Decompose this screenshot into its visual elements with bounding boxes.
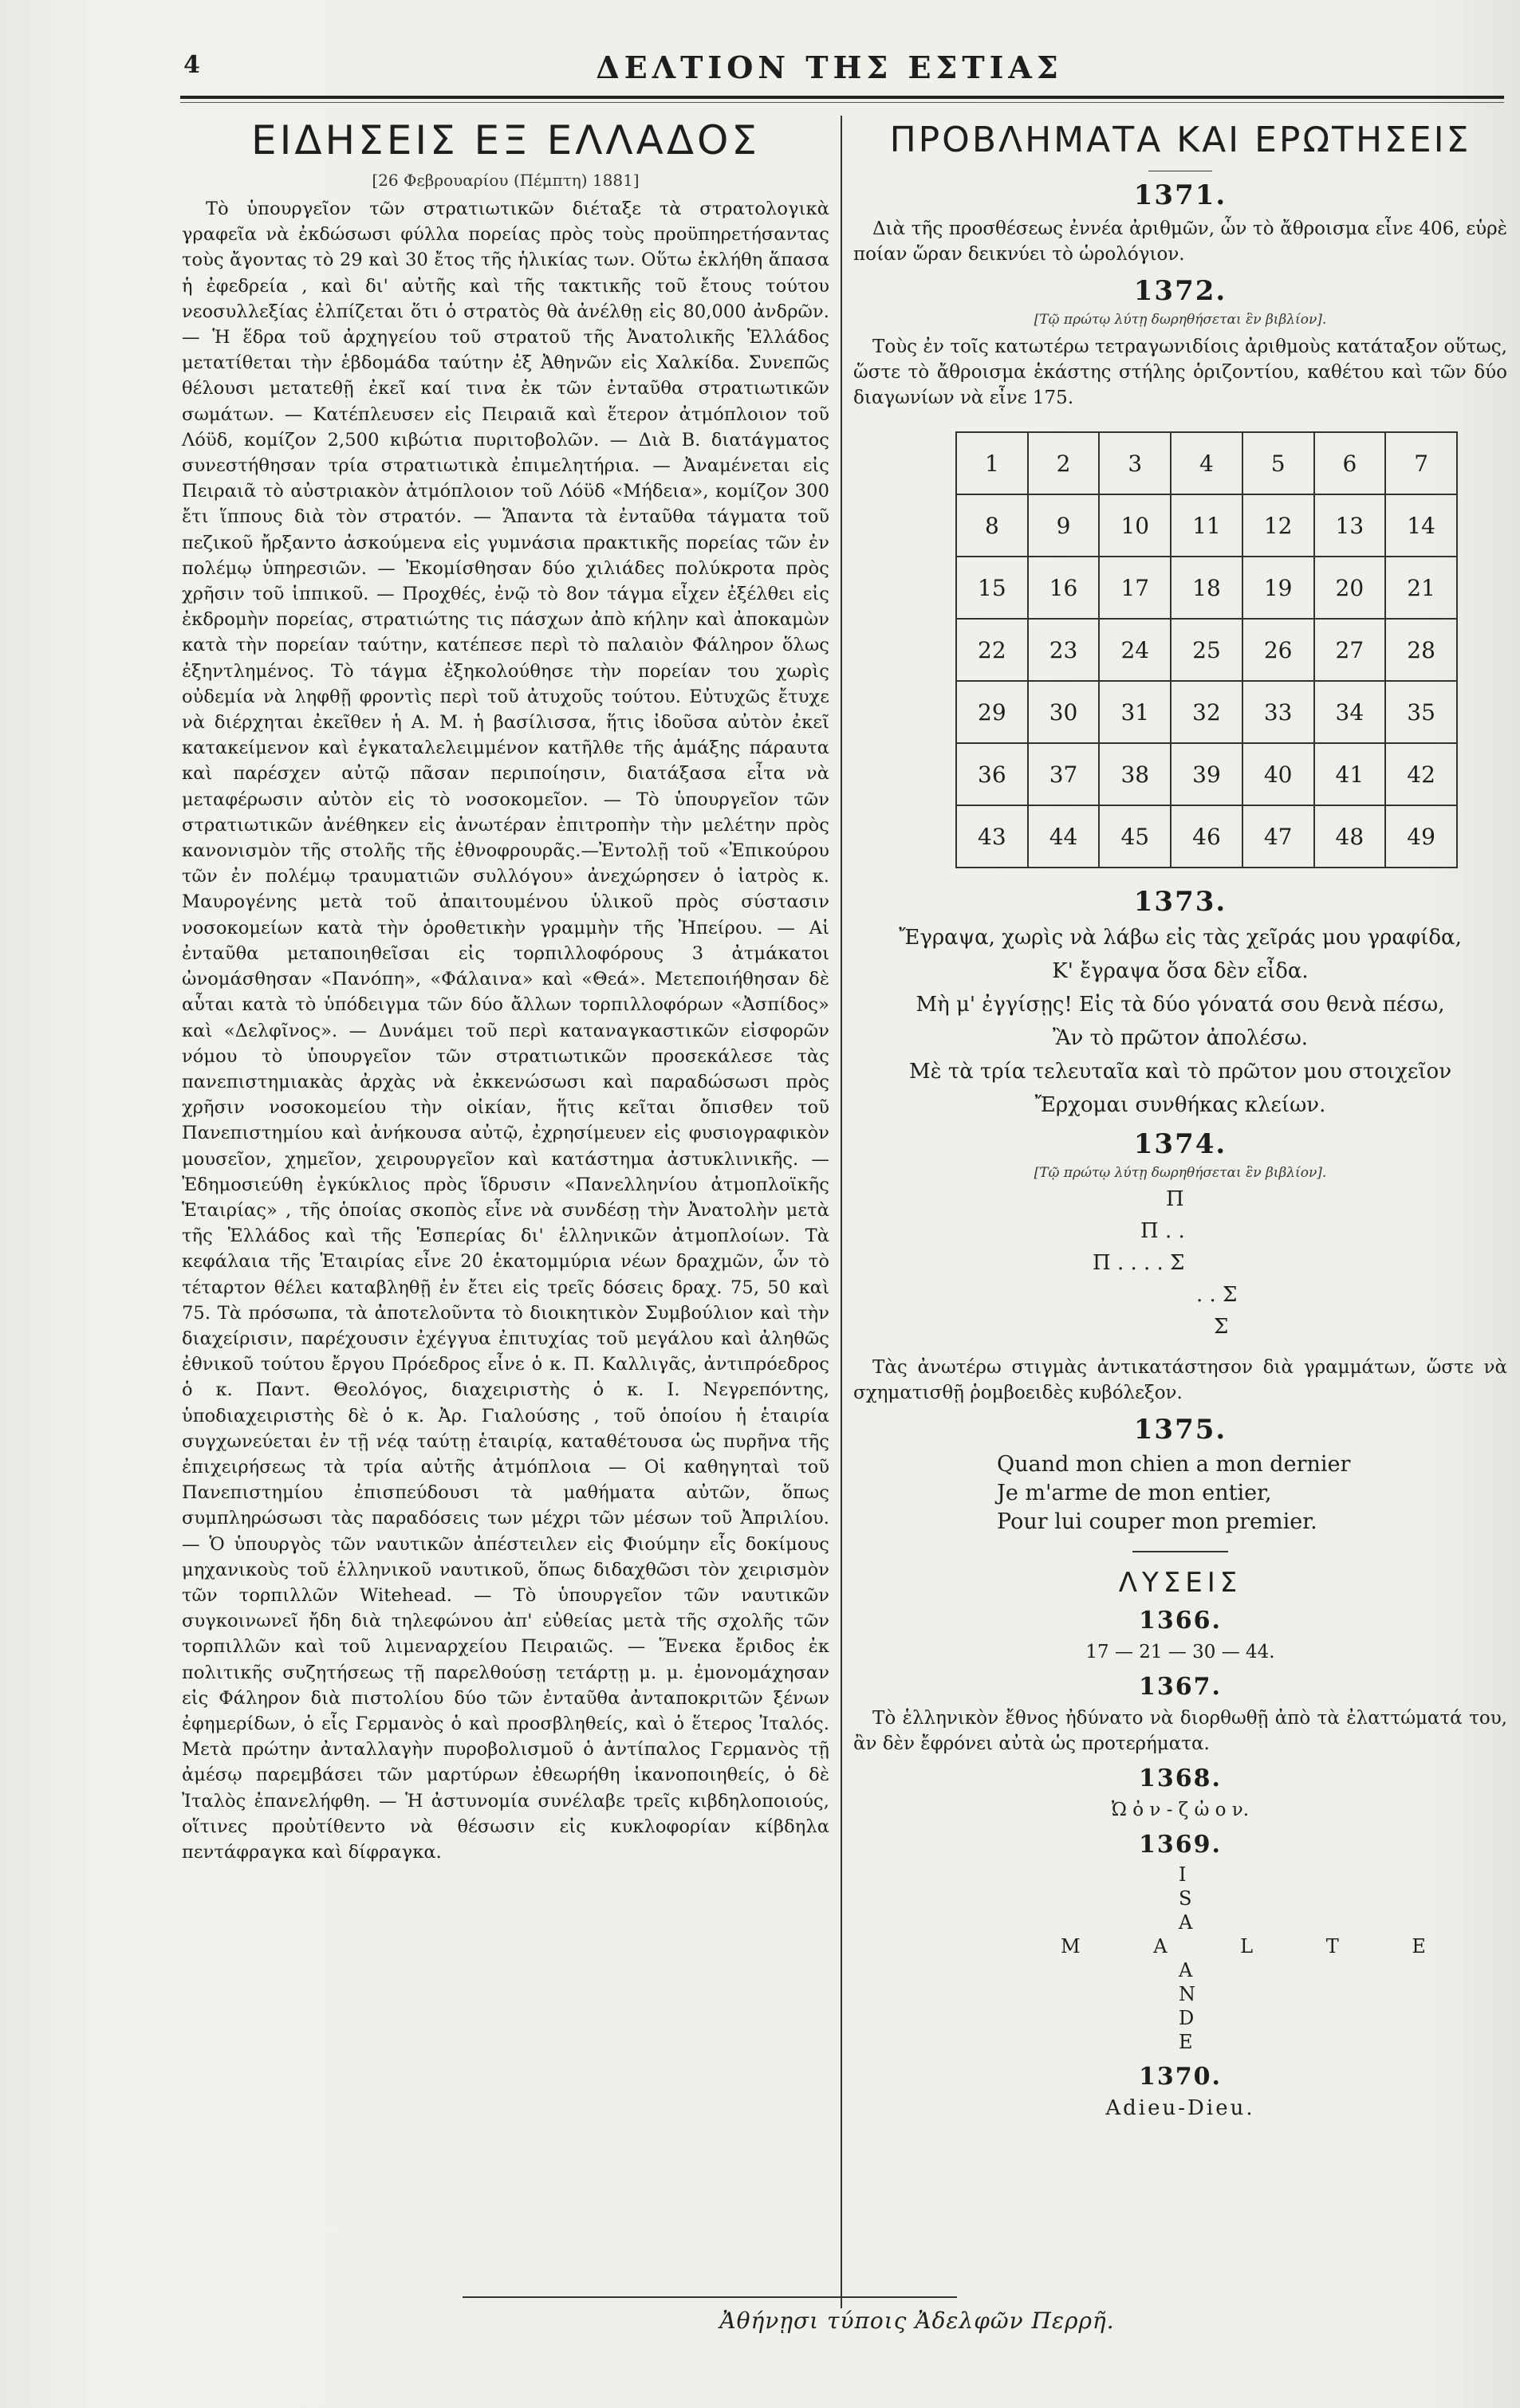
news-article-body: Τὸ ὑπουργεῖον τῶν στρατιωτικῶν διέταξε τὰ στρατολογικὰ γραφεῖα νὰ ἐκδώσωσι φύλλα πορείας πρὸς τοὺς προϋπηρετήσαντας τοὺς ἄγοντας τὸ 29 καὶ 30 ἔτος τῆς ἡλικίας των. Οὕτω ἐκλήθη ἅπασα ἡ ἐφεδρεία , καὶ δι' αὐτῆς καὶ τῆς τακτικῆς τοῦ ἔτους τούτου νεοσυλλεξίας ἐλπίζεται ὅτι ὁ στρατὸς θὰ ἀνέλθῃ εἰς 80,000 ἀνδρῶν. — Ἡ ἕδρα τοῦ ἀρχηγείου τοῦ στρατοῦ τῆς Ἀνατολικῆς Ἑλλάδος μετατίθεται τὴν ἑβδομάδα ταύτην ἐξ Ἀθηνῶν εἰς Χαλκίδα. Συνεπῶς θέλουσι μετατεθῇ ἐκεῖ καί τινα ἐκ τῶν ἐνταῦθα στρατιωτικῶν σωμάτων. — Κατέπλευσεν εἰς Πειραιᾶ καὶ ἕτερον ἀτμόπλοιον τοῦ Λόϋδ, κομίζον 2,500 κιβώτια πυριτοβολῶν. — Διὰ Β. διατάγματος συνεστήθησαν τρία στρατιωτικὰ ἐπιμελητήρια. — Ἀναμένεται εἰς Πειραιᾶ τὸ αὐστριακὸν ἀτμόπλοιον τοῦ Λόϋδ «Μήδεια», κομίζον 300 ἔτι ἵππους διὰ τὸν στρατόν. — Ἅπαντα τὰ ἐνταῦθα τάγματα τοῦ πεζικοῦ ἤρξαντο ἀσκούμενα εἰς γυμνάσια πρακτικῆς πορείας τῶν ἐν πολέμῳ ὑπηρεσιῶν. — Ἐκομίσθησαν δύο χιλιάδες πολύκροτα πρὸς χρῆσιν τοῦ ἱππικοῦ. — Προχθές, ἐνῷ τὸ 8ον τάγμα εἶχεν ἐξέλθει εἰς ἐκδρομὴν πορείας, στρατιώτης τις πάσχων ἀπὸ κήλην καὶ ἀποκαμὼν κατὰ τὴν πορείαν ταύτην, κατέπεσε περὶ τὸ παλαιὸν Φάληρον ὅλως ἐξηντλημένος. Τὸ τάγμα ἐξηκολούθησε τὴν πορείαν του χωρὶς οὐδεμία νὰ ληφθῇ φροντὶς περὶ τοῦ ἀτυχοῦς τούτου. Εὐτυχῶς ἔτυχε νὰ διέρχηται ἐκεῖθεν ἡ Α. Μ. ἡ βασίλισσα, ἥτις ἰδοῦσα αὐτὸν ἐκεῖ κατακείμενον καὶ ἐγκαταλελειμμένον κατῆλθε τῆς ἁμάξης πάραυτα καὶ παρέσχεν αὐτῷ πᾶσαν περιποίησιν, διατάξασα εἶτα νὰ μεταφέρωσιν αὐτὸν εἰς τὸ νοσοκομεῖον. — Τὸ ὑπουργεῖον τῶν στρατιωτικῶν ἀνέθηκεν εἰς ἀνωτέραν ἐπιτροπὴν τὴν μελέτην πρὸς κανονισμὸν τῆς στολῆς τῆς ἐθνοφρουρᾶς.—Ἐντολῇ τοῦ «Ἐπικούρου τῶν ἐν πολέμῳ τραυματιῶν συλλόγου» ἀνεχώρησεν ὁ ἰατρὸς κ. Μαυρογένης μετὰ τοῦ ἀπαιτουμένου ὑλικοῦ πρὸς σύστασιν νοσοκομείων κατὰ τὴν ὁροθετικὴν γραμμὴν τῆς Ἠπείρου. — Αἱ ἐνταῦθα μεταποιηθεῖσαι εἰς τορπιλλοφόρους 3 ἀτμάκατοι ὠνομάσθησαν «Πανόπη», «Φάλαινα» καὶ «Θεά». Μετεποιήθησαν δὲ αὗται κατὰ τὸ ὑπόδειγμα τῶν δύο ἄλλων τορπιλλοφόρων «Ἀσπίδος» καὶ «Δελφῖνος». — Δυνάμει τοῦ περὶ καταναγκαστικῶν εἰσφορῶν νόμου τὸ ὑπουργεῖον τῶν στρατιωτικῶν προσεκάλεσε τὰς πανεπιστημιακὰς ἀρχὰς νὰ ἐκκενώσωσι καὶ παραδώσωσι πρὸς χρῆσιν νοσοκομείου τὴν οἰκίαν, ἥτις κεῖται ὄπισθεν τοῦ Πανεπιστημίου καὶ ἀνήκουσα αὐτῷ, ἐχρησίμευεν εἰς φυσιογραφικὸν μουσεῖον, χημεῖον, χειρουργεῖον καὶ κατάστημα ἀστυκλινικῆς. — Ἐδημοσιεύθη ἐγκύκλιος πρὸς ἵδρυσιν «Πανελληνίου ἀτμοπλοϊκῆς Ἑταιρίας» , τῆς ὁποίας σκοπὸς εἶνε νὰ συνδέσῃ τὴν Ἀνατολὴν μετὰ τῆς Ἑλλάδος καὶ τῆς Ἑσπερίας δι' ἑλληνικῶν ἀτμοπλοίων. Τὰ κεφάλαια τῆς Ἑταιρίας εἶνε 20 ἑκατομμύρια νέων δραχμῶν, ὧν τὸ τέταρτον θέλει καταβληθῇ ἐν ἔτει εἰς τρεῖς δόσεις δραχ. 75, 50 καὶ 75. Τὰ πρόσωπα, τὰ ἀποτελοῦντα τὸ διοικητικὸν Συμβούλιον καὶ τὴν διαχείρισιν, παρέχουσιν ἐχέγγυα ἐπιτυχίας τοῦ μεγάλου καὶ ἀληθῶς ἐθνικοῦ τούτου ἔργου Πρόεδρος εἶνε ὁ κ. Π. Καλλιγᾶς, ἀντιπρόεδρος ὁ κ. Παντ. Θεολόγος, διαχειριστὴς ὁ κ. Ι. Νεγρεπόντης, ὑποδιαχειριστὴς δὲ ὁ κ. Ἀρ. Γιαλούσης , τοῦ ὁποίου ἡ ἑταιρία συγχωνεύεται ἐν τῇ νέᾳ ταύτῃ ἑταιρίᾳ, καταθέτουσα ὡς πυρῆνα τῆς ἐπιχειρήσεως τὰ τρία αὐτῆς ἀτμόπλοια — Οἱ καθηγηταὶ τοῦ Πανεπιστημίου ἐπισπεύδουσι τὰ μαθήματα αὐτῶν, ὅπως συμπληρώσωσι τὰς παραδόσεις των μέχρι τῶν μέσων τοῦ Ἀπριλίου. — Ὁ ὑπουργὸς τῶν ναυτικῶν ἀπέστειλεν εἰς Φιούμην εἷς δοκίμους μηχανικοὺς τοῦ ἑλληνικοῦ ναυτικοῦ, ὅπως διδαχθῶσι τὸν χειρισμὸν τῶν τορπιλλῶν Witehead. — Τὸ ὑπουργεῖον τῶν ναυτικῶν συγκοινωνεῖ ἤδη διὰ τηλεφώνου ἀπ' εὐθείας μετὰ τῆς σχολῆς τῶν τορπιλλῶν καὶ τοῦ λιμεναρχείου Πειραιῶς. — Ἕνεκα ἔριδος ἐκ πολιτικῆς συζητήσεως τῇ παρελθούσῃ τετάρτῃ μ. μ. ἐμονομάχησαν εἰς Φάληρον διὰ πιστολίου δύο τῶν ἐνταῦθα ἀνταποκριτῶν ξένων ἐφημερίδων, ὁ εἷς Γερμανὸς ὁ καὶ προσβληθείς, καὶ ὁ ἕτερος Ἰταλός. Μετὰ πρώτην ἀνταλλαγὴν πυροβολισμοῦ ὁ ἀντίπαλος Γερμανὸς τῇ ἀμέσῳ παρεμβάσει τῶν μαρτύρων ἐθεωρήθη ἱκανοποιηθείς, ὁ δὲ Ἰταλὸς ἐπανελήφθη. — Ἡ ἀστυνομία συνέλαβε τρεῖς κιβδηλοποιούς, οἵτινες προὐτίθεντο νὰ θέσωσιν εἰς κυκλοφορίαν κίβδηλα πεντάφραγκα καὶ δίφραγκα. (182, 199, 829, 1863)
grid-cell: 30 (1028, 681, 1100, 743)
solution-1366-number: 1366. (1139, 1607, 1222, 1635)
acrostic-solution (853, 1863, 1507, 2055)
news-dateline: [26 Φεβρουαρίου (Πέμπτη) 1881] (372, 171, 640, 190)
grid-cell: 22 (956, 619, 1028, 681)
grid-row (956, 557, 1457, 619)
printer-imprint: Ἀθήνῃσι τύποις Ἀδελφῶν Περρῆ. (719, 2308, 1115, 2334)
grid-cell: 23 (1028, 619, 1100, 681)
grid-cell: 24 (1099, 619, 1171, 681)
problem-1371-text: Διὰ τῆς προσθέσεως ἐννέα ἀριθμῶν, ὧν τὸ ἄθροισμα εἶνε 406, εὑρὲ ποίαν ὥραν δεικνύει τὸ ὡρολόγιον. (853, 218, 1507, 265)
grid-cell: 32 (1171, 681, 1242, 743)
grid-cell: 16 (1028, 557, 1100, 619)
rhombus-row: Π (1166, 1187, 1184, 1211)
grid-cell: 19 (1242, 557, 1314, 619)
acrostic-letter: A (1179, 1959, 1193, 1981)
grid-cell: 45 (1099, 805, 1171, 868)
grid-cell: 29 (956, 681, 1028, 743)
grid-cell: 17 (1099, 557, 1171, 619)
grid-cell: 3 (1099, 432, 1171, 494)
acrostic-letter: D (1179, 2007, 1195, 2029)
grid-cell: 15 (956, 557, 1028, 619)
acrostic-row: M A L T E (1061, 1935, 1459, 1957)
problems-column (853, 112, 1507, 2121)
news-column (182, 112, 829, 1865)
grid-cell: 43 (956, 805, 1028, 868)
french-verse-line: Je m'arme de mon entier, (997, 1481, 1272, 1505)
grid-cell: 40 (1242, 743, 1314, 805)
grid-cell: 42 (1385, 743, 1457, 805)
grid-row (956, 432, 1457, 494)
solutions-title: ΛΥΣΕΙΣ (1118, 1567, 1242, 1599)
french-verse-line: Quand mon chien a mon dernier (997, 1452, 1351, 1477)
grid-row (956, 494, 1457, 557)
number-grid (955, 431, 1458, 868)
grid-cell: 49 (1385, 805, 1457, 868)
solution-1368-text: Ὠ ὀ ν - ζ ὠ ο ν. (1111, 1800, 1250, 1820)
problem-1373-verse (853, 923, 1507, 1120)
header-rule (180, 96, 1504, 99)
grid-cell: 2 (1028, 432, 1100, 494)
rhombus-row: Σ (1214, 1315, 1229, 1339)
french-verse-line: Pour lui couper mon premier. (997, 1509, 1317, 1534)
solution-1366-text: 17 — 21 — 30 — 44. (1085, 1642, 1275, 1662)
page-header (183, 46, 1475, 94)
problems-section-title: ΠΡΟΒΛΗΜΑΤΑ ΚΑΙ ΕΡΩΤΗΣΕΙΣ (889, 120, 1471, 160)
acrostic-letter: E (1179, 2031, 1193, 2053)
problem-1375-verse (853, 1450, 1507, 1536)
header-rule-thin (180, 102, 1504, 103)
grid-cell: 9 (1028, 494, 1100, 557)
grid-cell: 20 (1314, 557, 1386, 619)
grid-cell: 44 (1028, 805, 1100, 868)
solution-1369-number: 1369. (1139, 1831, 1222, 1859)
grid-cell: 21 (1385, 557, 1457, 619)
footer-rule (463, 2296, 957, 2298)
grid-row (956, 681, 1457, 743)
problem-1372-number: 1372. (1133, 275, 1227, 307)
verse-line: Ἔρχομαι συνθήκας κλείων. (1034, 1093, 1326, 1117)
acrostic-letter: I (1179, 1863, 1187, 1886)
verse-line: Μὲ τὰ τρία τελευταῖα καὶ τὸ πρῶτον μου στοιχεῖον (908, 1060, 1452, 1084)
verse-line: Ἔγραψα, χωρὶς νὰ λάβω εἰς τὰς χεῖράς μου γραφίδα, (899, 926, 1462, 950)
verse-line: Κ' ἔγραψα ὅσα δὲν εἶδα. (1052, 959, 1309, 983)
grid-cell: 25 (1171, 619, 1242, 681)
grid-cell: 28 (1385, 619, 1457, 681)
grid-cell: 34 (1314, 681, 1386, 743)
grid-cell: 46 (1171, 805, 1242, 868)
problem-1372-note: [Τῷ πρώτῳ λύτῃ δωρηθήσεται ἓν βιβλίον]. (1034, 312, 1327, 328)
grid-cell: 8 (956, 494, 1028, 557)
grid-cell: 38 (1099, 743, 1171, 805)
number-grid-wrapper (955, 431, 1458, 868)
grid-cell: 47 (1242, 805, 1314, 868)
grid-cell: 18 (1171, 557, 1242, 619)
grid-cell: 31 (1099, 681, 1171, 743)
rhombus-puzzle (853, 1187, 1507, 1347)
problem-1371-number: 1371. (1133, 179, 1227, 211)
column-divider (841, 116, 842, 2308)
grid-cell: 33 (1242, 681, 1314, 743)
news-section-title: ΕΙΔΗΣΕΙΣ ΕΞ ΕΛΛΑΔΟΣ (251, 117, 760, 163)
problem-1374-number: 1374. (1133, 1128, 1227, 1160)
grid-cell: 41 (1314, 743, 1386, 805)
solution-1370-number: 1370. (1139, 2063, 1222, 2091)
solution-1367-number: 1367. (1139, 1673, 1222, 1701)
grid-cell: 4 (1171, 432, 1242, 494)
grid-row (956, 619, 1457, 681)
grid-cell: 13 (1314, 494, 1386, 557)
grid-cell: 35 (1385, 681, 1457, 743)
grid-cell: 37 (1028, 743, 1100, 805)
acrostic-letter: A (1179, 1911, 1193, 1934)
solution-1367-text: Τὸ ἑλληνικὸν ἔθνος ἠδύνατο νὰ διορθωθῇ ἀπὸ τὰ ἐλαττώματά του, ἂν δὲν ἔφρόνει αὐτὰ ὡς προτερήματα. (853, 1708, 1507, 1754)
solution-1368-number: 1368. (1139, 1765, 1222, 1792)
grid-cell: 1 (956, 432, 1028, 494)
grid-cell: 14 (1385, 494, 1457, 557)
problem-1374-text: Τὰς ἀνωτέρω στιγμὰς ἀντικατάστησον διὰ γραμμάτων, ὥστε νὰ σχηματισθῇ ῥομβοειδὲς κυβόλεξον. (853, 1357, 1507, 1403)
grid-row (956, 743, 1457, 805)
separator (1132, 1551, 1228, 1552)
grid-cell: 7 (1385, 432, 1457, 494)
journal-title: ΔΕΛΤΙΟΝ ΤΗΣ ΕΣΤΙΑΣ (596, 49, 1063, 85)
grid-row (956, 805, 1457, 868)
grid-cell: 26 (1242, 619, 1314, 681)
verse-line: Ἂν τὸ πρῶτον ἀπολέσω. (1052, 1026, 1309, 1050)
page-number: 4 (183, 51, 200, 79)
problem-1373-number: 1373. (1133, 886, 1227, 918)
problem-1374-note: [Τῷ πρώτῳ λύτῃ δωρηθήσεται ἓν βιβλίον]. (1034, 1165, 1327, 1181)
grid-cell: 6 (1314, 432, 1386, 494)
grid-cell: 48 (1314, 805, 1386, 868)
solution-1370-text: Adieu-Dieu. (1105, 2096, 1255, 2120)
rhombus-row: . . Σ (1196, 1283, 1238, 1307)
grid-cell: 39 (1171, 743, 1242, 805)
grid-cell: 12 (1242, 494, 1314, 557)
grid-cell: 27 (1314, 619, 1386, 681)
grid-cell: 36 (956, 743, 1028, 805)
verse-line: Μὴ μ' ἐγγίσῃς! Εἰς τὰ δύο γόνατά σου θενὰ πέσω, (916, 993, 1445, 1017)
problem-1372-text: Τοὺς ἐν τοῖς κατωτέρω τετραγωνιδίοις ἀριθμοὺς κατάταξον οὕτως, ὥστε τὸ ἄθροισμα ἑκάστης στήλης ὁριζοντίου, καθέτου καὶ τῶν δύο διαγωνίων νὰ εἶνε 175. (853, 336, 1507, 408)
rhombus-row: Π . . (1140, 1219, 1185, 1243)
problem-1375-number: 1375. (1133, 1414, 1227, 1446)
acrostic-letter: N (1179, 1983, 1195, 2005)
grid-cell: 11 (1171, 494, 1242, 557)
acrostic-letter: S (1179, 1887, 1192, 1910)
rhombus-row: Π . . . . Σ (1093, 1251, 1185, 1275)
grid-cell: 5 (1242, 432, 1314, 494)
grid-cell: 10 (1099, 494, 1171, 557)
